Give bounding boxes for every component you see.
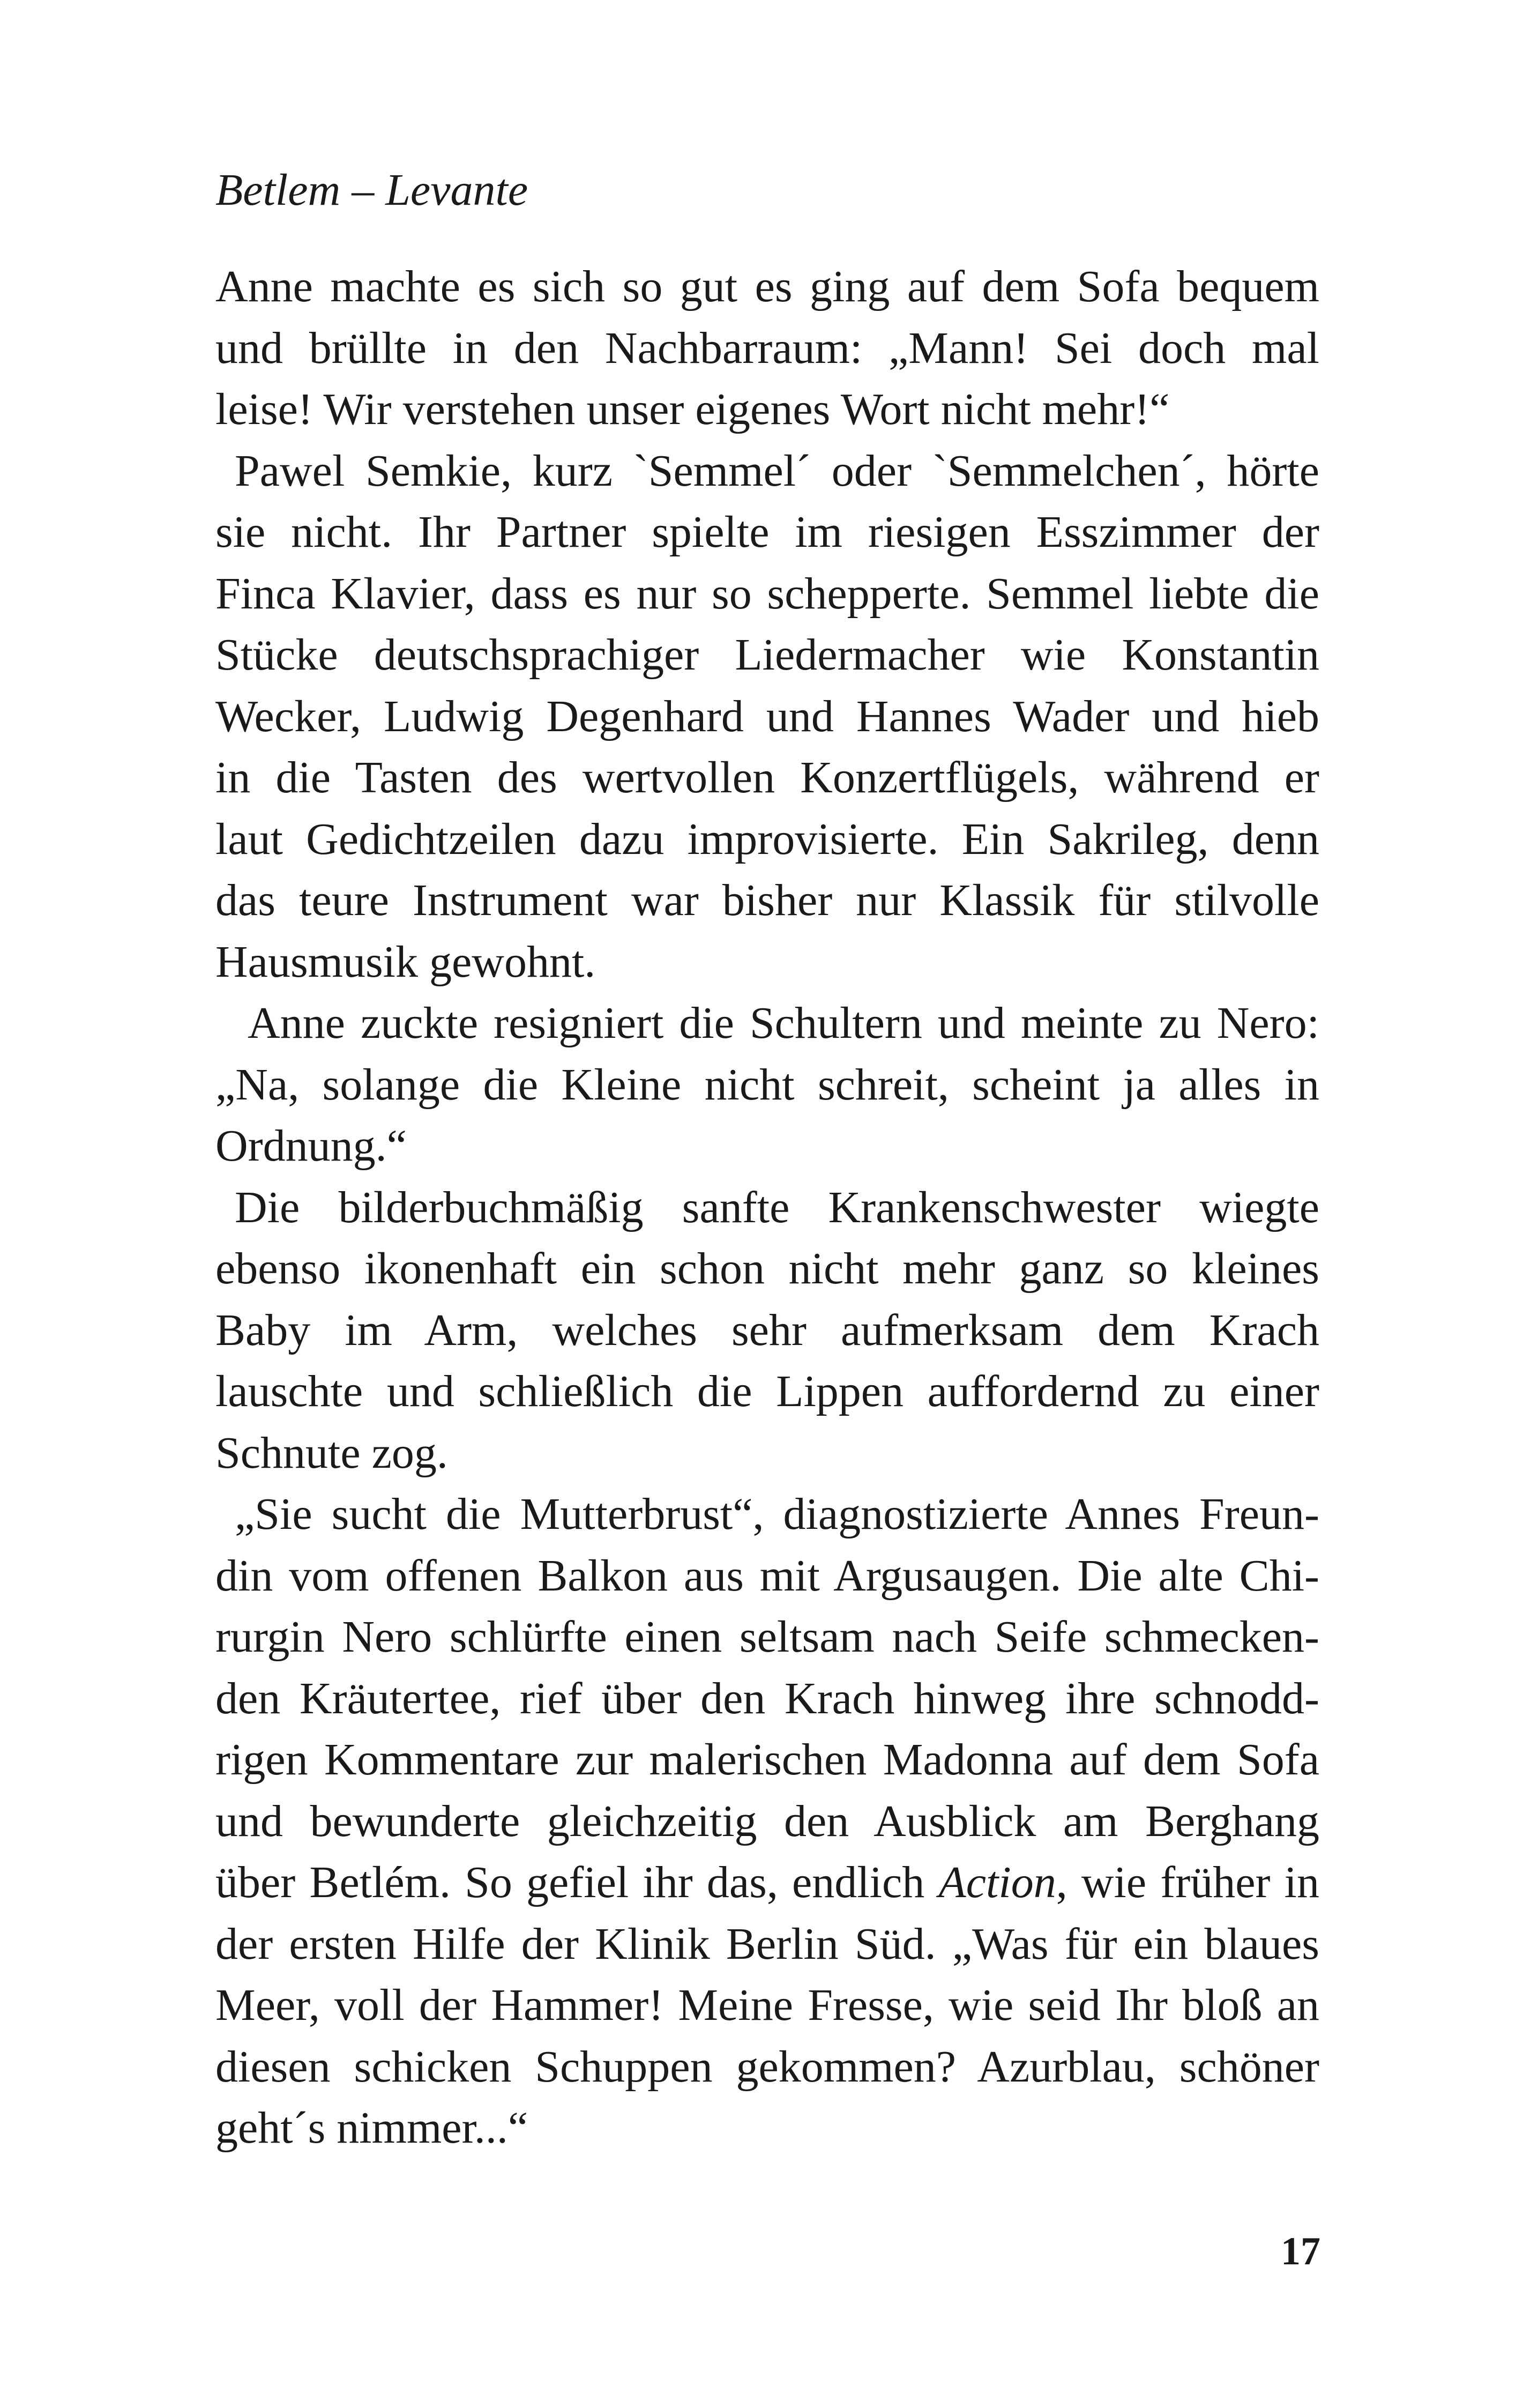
- text-line: diesen schicken Schuppen gekommen? Azurblau, schöner: [215, 2041, 1319, 2092]
- text-line: rigen Kommentare zur malerischen Madonna auf dem Sofa: [215, 1735, 1319, 1785]
- text-line: das teure Instrument war bisher nur Klassik für stilvolle: [215, 875, 1319, 925]
- text-line: Baby im Arm, welches sehr aufmerksam dem Krach: [215, 1305, 1319, 1355]
- text-line: Ordnung.“: [215, 1121, 407, 1171]
- text-line: Schnute zog.: [215, 1428, 448, 1478]
- text-line: din vom offenen Balkon aus mit Argusaugen. Die alte Chi-: [215, 1550, 1319, 1601]
- text-line: Anne zuckte resigniert die Schultern und meinte zu Nero:: [248, 998, 1319, 1048]
- text-line: leise! Wir verstehen unser eigenes Wort nicht mehr!“: [215, 384, 1170, 434]
- running-header: Betlem – Levante: [215, 165, 528, 215]
- text-line: in die Tasten des wertvollen Konzertflügels, während er: [215, 753, 1319, 802]
- text-line: geht´s nimmer...“: [215, 2103, 528, 2153]
- text-line: sie nicht. Ihr Partner spielte im riesigen Esszimmer der: [215, 507, 1319, 557]
- text-line: „Na, solange die Kleine nicht schreit, scheint ja alles in: [215, 1059, 1319, 1110]
- text-line: laut Gedichtzeilen dazu improvisierte. Ein Sakrileg, denn: [215, 814, 1319, 864]
- page-number: 17: [1281, 2229, 1320, 2273]
- text-line: der ersten Hilfe der Klinik Berlin Süd. „Was für ein blaues: [215, 1919, 1319, 1969]
- text-line: rurgin Nero schlürfte einen seltsam nach Seife schmecken-: [215, 1612, 1319, 1662]
- text-line: Stücke deutschsprachiger Liedermacher wie Konstantin: [215, 630, 1319, 680]
- text-line: Die bilderbuchmäßig sanfte Krankenschwester wiegte: [235, 1182, 1319, 1232]
- text-line: Pawel Semkie, kurz `Semmel´ oder `Semmelchen´, hörte: [235, 445, 1319, 496]
- italic-emphasis: Action: [938, 1857, 1056, 1907]
- text-line: Meer, voll der Hammer! Meine Fresse, wie seid Ihr bloß an: [215, 1980, 1319, 2030]
- text-line: Wecker, Ludwig Degenhard und Hannes Wader und hieb: [215, 691, 1319, 741]
- text-line: lauschte und schließlich die Lippen auffordernd zu einer: [215, 1366, 1319, 1416]
- text-line: und brüllte in den Nachbarraum: „Mann! Sei doch mal: [215, 323, 1319, 373]
- text-line: Hausmusik gewohnt.: [215, 937, 596, 987]
- body-text: [215, 256, 1319, 2159]
- text-line: ebenso ikonenhaft ein schon nicht mehr ganz so kleines: [215, 1244, 1319, 1294]
- text-line: den Kräutertee, rief über den Krach hinweg ihre schnodd-: [215, 1673, 1319, 1723]
- text-line: und bewunderte gleichzeitig den Ausblick am Berghang: [215, 1796, 1319, 1846]
- text-line: Anne machte es sich so gut es ging auf dem Sofa bequem: [215, 262, 1319, 311]
- text-line: Finca Klavier, dass es nur so schepperte. Semmel liebte die: [215, 568, 1319, 619]
- text-line-with-italic: über Betlém. So gefiel ihr das, endlich Action, wie früher in: [215, 1857, 1319, 1907]
- text-line: „Sie sucht die Mutterbrust“, diagnostizierte Annes Freun-: [235, 1489, 1319, 1539]
